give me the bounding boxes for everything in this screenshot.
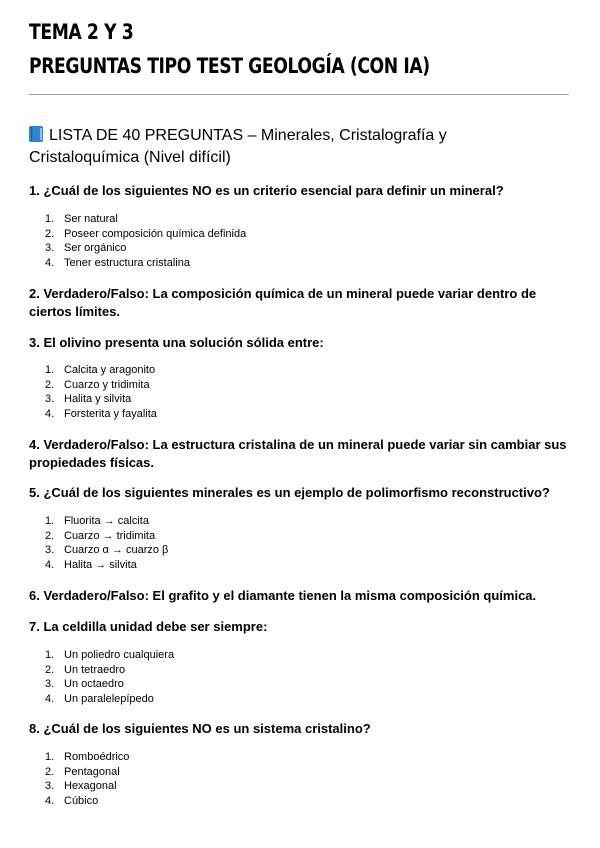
question-3-options	[29, 363, 157, 421]
question-2: 2. Verdadero/Falso: La composición química de un mineral puede variar dentro de ciertos límites.	[29, 286, 537, 319]
option: 3. Hexagonal	[45, 780, 117, 793]
option: 1. Romboédrico	[45, 751, 130, 763]
option: 3. Un octaedro	[45, 678, 124, 691]
question-5: 5. ¿Cuál de los siguientes minerales es un ejemplo de polimorfismo reconstructivo?	[29, 485, 550, 500]
document-title-line-2: PREGUNTAS TIPO TEST GEOLOGÍA (CON IA)	[29, 54, 430, 78]
option: 4. Forsterita y fayalita	[45, 407, 157, 420]
option: 2. Un tetraedro	[45, 663, 126, 676]
question-6: 6. Verdadero/Falso: El grafito y el diamante tienen la misma composición química.	[29, 588, 537, 603]
option: 1. Fluorita → calcita	[45, 515, 149, 527]
option: 4. Tener estructura cristalina	[45, 256, 190, 269]
option: 3. Halita y silvita	[45, 393, 132, 406]
option: 1. Calcita y aragonito	[45, 364, 156, 376]
question-7-options	[29, 648, 174, 706]
option: 4. Cúbico	[45, 794, 99, 807]
section-heading	[29, 125, 549, 169]
question-1: 1. ¿Cuál de los siguientes NO es un criterio esencial para definir un mineral?	[29, 183, 504, 198]
question-8: 8. ¿Cuál de los siguientes NO es un sistema cristalino?	[29, 721, 371, 736]
option: 1. Un poliedro cualquiera	[45, 649, 175, 661]
option: 2. Pentagonal	[45, 765, 120, 778]
question-3: 3. El olivino presenta una solución sólida entre:	[29, 335, 324, 350]
blue-book-icon	[29, 126, 43, 142]
option: 2. Cuarzo y tridimita	[45, 378, 150, 391]
question-8-options	[29, 750, 129, 808]
section-heading-text: LISTA DE 40 PREGUNTAS – Minerales, Cristalografía y Cristaloquímica (Nivel difícil)	[29, 127, 447, 166]
option: 4. Halita → silvita	[45, 558, 137, 571]
question-5-options	[29, 514, 168, 572]
document-title-line-1: TEMA 2 Y 3	[29, 20, 134, 44]
option: 2. Cuarzo → tridimita	[45, 529, 156, 542]
option: 1. Ser natural	[45, 213, 118, 225]
question-7: 7. La celdilla unidad debe ser siempre:	[29, 619, 268, 634]
option: 3. Cuarzo α → cuarzo β	[45, 544, 169, 557]
option: 3. Ser orgánico	[45, 242, 127, 255]
question-4: 4. Verdadero/Falso: La estructura cristalina de un mineral puede variar sin cambiar sus propiedades físicas.	[29, 437, 567, 470]
title-divider	[29, 94, 569, 95]
question-1-options	[29, 212, 246, 270]
option: 4. Un paralelepípedo	[45, 692, 154, 705]
option: 2. Poseer composición química definida	[45, 227, 247, 240]
